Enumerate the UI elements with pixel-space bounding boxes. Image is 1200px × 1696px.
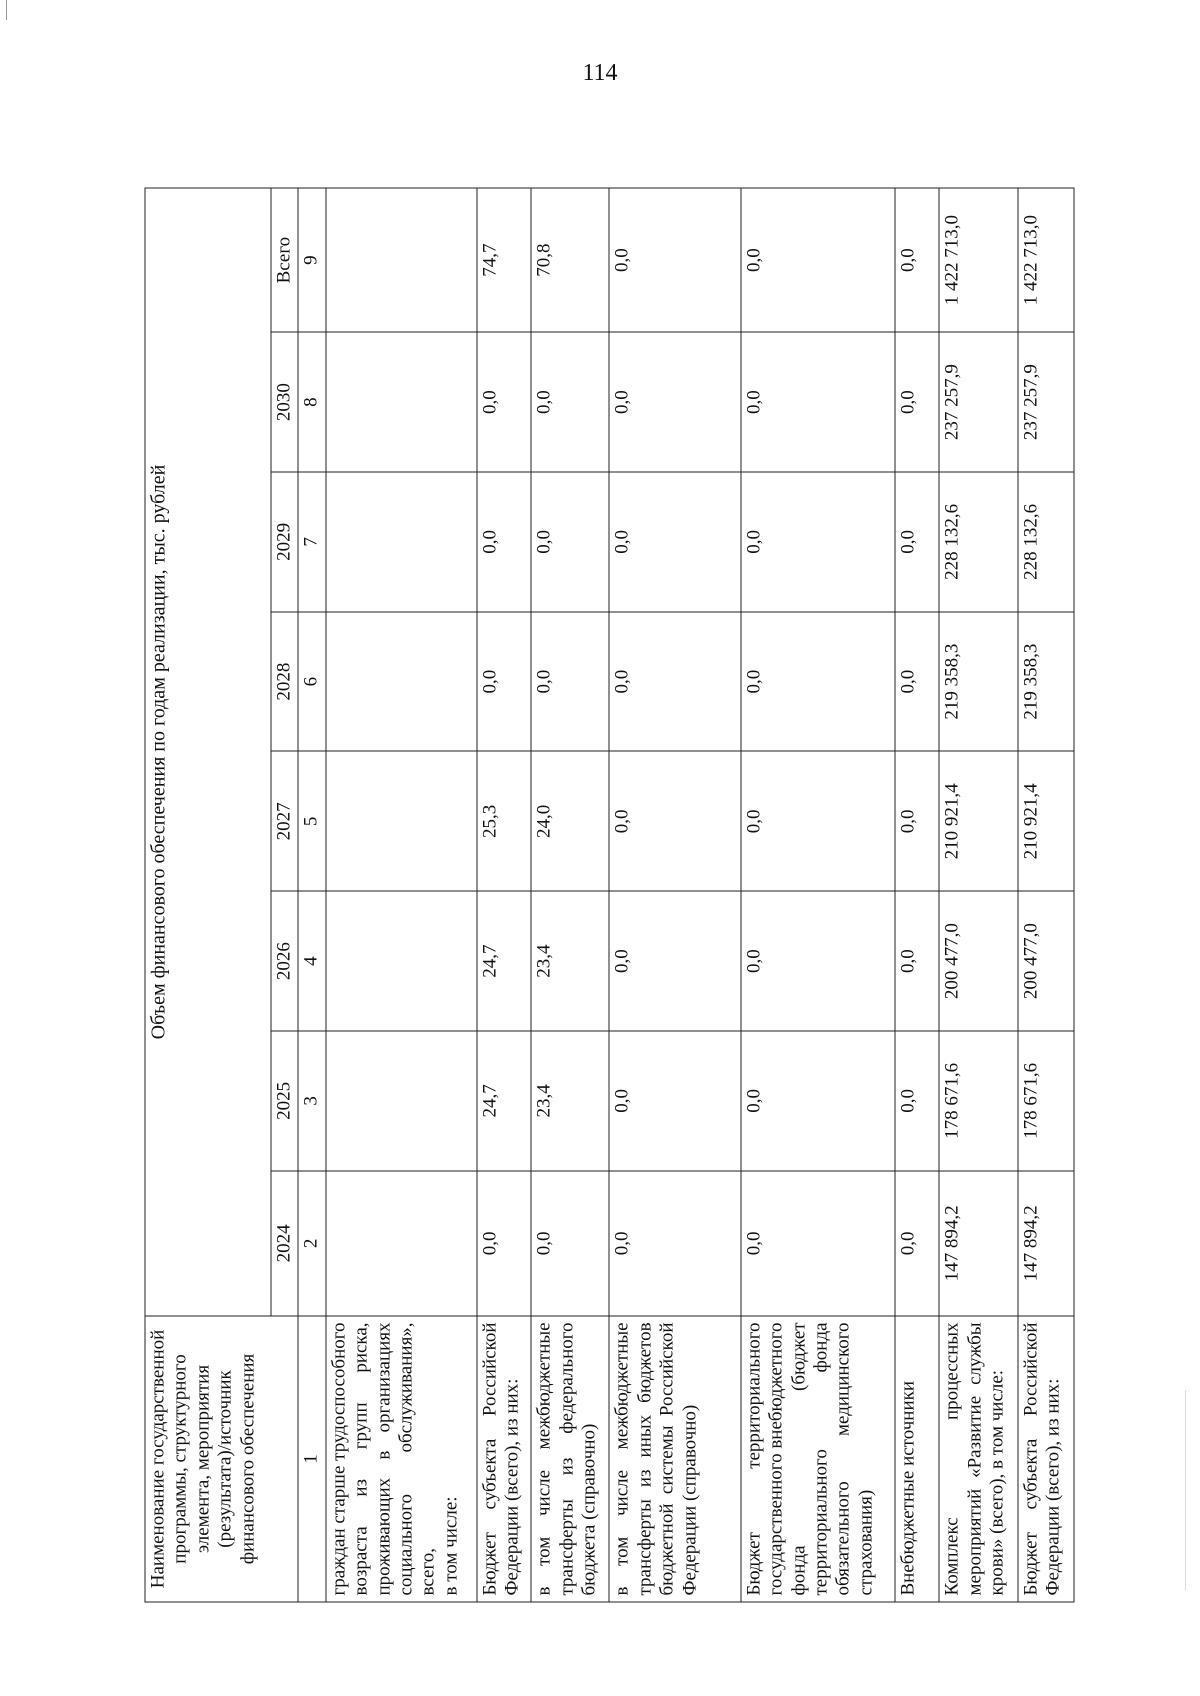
table-cell [326,472,477,612]
table-row [326,188,477,1602]
table-cell: 0,0 [609,1171,740,1316]
header-year: 2025 [271,1031,298,1171]
table-cell: 0,0 [609,751,740,891]
table-cell: 178 671,6 [1018,1031,1074,1171]
table-row [939,188,1017,1602]
table-cell: 0,0 [741,472,895,612]
table-cell [326,332,477,472]
table-cell: 219 358,3 [939,612,1017,752]
table-cell: 0,0 [895,1171,939,1316]
table-cell: 1 422 713,0 [1018,188,1074,332]
financing-table [145,188,1075,1603]
table-cell [326,612,477,752]
row-label: Комплекс процессных мероприятий «Развитие службы крови» (всего), в том числе: [939,1316,1017,1602]
table-cell: 0,0 [531,332,609,472]
table-cell: 147 894,2 [1018,1171,1074,1316]
table-cell: 0,0 [609,1031,740,1171]
table-cell: 23,4 [531,1031,609,1171]
rotated-table-container [145,188,1075,1603]
table-cell: 24,7 [477,1031,531,1171]
table-cell: 0,0 [531,1171,609,1316]
table-cell: 0,0 [609,472,740,612]
table-row [609,188,740,1602]
table-cell: 0,0 [531,472,609,612]
table-cell [326,188,477,332]
table-cell: 219 358,3 [1018,612,1074,752]
column-number: 6 [298,612,325,752]
table-cell: 70,8 [531,188,609,332]
table-cell: 0,0 [477,332,531,472]
header-year: 2030 [271,332,298,472]
table-cell: 0,0 [741,188,895,332]
row-label: Бюджет субъекта Российской Федерации (всего), из них: [1018,1316,1074,1602]
table-cell: 228 132,6 [939,472,1017,612]
table-cell: 237 257,9 [1018,332,1074,472]
column-number: 4 [298,891,325,1031]
table-cell [326,1171,477,1316]
header-year: 2024 [271,1171,298,1316]
table-cell: 0,0 [895,332,939,472]
table-cell: 237 257,9 [939,332,1017,472]
table-cell: 210 921,4 [939,751,1017,891]
table-cell: 0,0 [477,1171,531,1316]
column-number: 2 [298,1171,325,1316]
table-row [1018,188,1074,1602]
header-year: 2029 [271,472,298,612]
header-year: 2028 [271,612,298,752]
table-cell: 0,0 [741,612,895,752]
table-cell [326,751,477,891]
table-cell: 23,4 [531,891,609,1031]
row-label-text: граждан старше трудоспособного возраста из групп риска, проживающих в организациях социального обслуживания», всего, [328,1322,439,1596]
table-cell: 0,0 [609,891,740,1031]
margin-mark [6,0,7,20]
header-year: 2026 [271,891,298,1031]
header-year: 2027 [271,751,298,891]
table-cell: 0,0 [741,1171,895,1316]
table-cell: 0,0 [531,612,609,752]
row-label: Внебюджетные источники [895,1316,939,1602]
table-cell: 147 894,2 [939,1171,1017,1316]
page-number: 114 [582,60,618,86]
column-number: 5 [298,751,325,891]
table-cell: 0,0 [477,612,531,752]
table-cell [326,1031,477,1171]
header-total: Всего [271,188,298,332]
table-cell: 0,0 [895,188,939,332]
table-cell: 25,3 [477,751,531,891]
row-label: Бюджет территориального государственного внебюджетного фонда (бюджет территориального фонда обязательного медицинского страхования) [741,1316,895,1602]
table-cell: 0,0 [477,472,531,612]
row-label: в том числе межбюджетные трансферты из федерального бюджета (справочно) [531,1316,609,1602]
row-label [326,1316,477,1602]
column-number: 9 [298,188,325,332]
table-row [741,188,895,1602]
table-cell: 0,0 [609,188,740,332]
table-cell: 24,7 [477,891,531,1031]
table-cell: 0,0 [895,1031,939,1171]
table-cell: 0,0 [741,751,895,891]
table-cell: 0,0 [895,612,939,752]
table-cell: 0,0 [895,472,939,612]
table-cell: 200 477,0 [1018,891,1074,1031]
column-number: 1 [298,1316,325,1602]
row-label-extra: в том числе: [440,1496,462,1596]
table-cell: 24,0 [531,751,609,891]
table-cell: 210 921,4 [1018,751,1074,891]
table-cell [326,891,477,1031]
table-cell: 200 477,0 [939,891,1017,1031]
table-cell: 1 422 713,0 [939,188,1017,332]
table-cell: 0,0 [609,332,740,472]
column-number: 7 [298,472,325,612]
table-cell: 0,0 [609,612,740,752]
table-cell: 0,0 [741,1031,895,1171]
page-edge-shadow [1185,1390,1186,1590]
table-cell: 0,0 [895,891,939,1031]
table-cell: 0,0 [741,332,895,472]
column-number: 8 [298,332,325,472]
table-cell: 0,0 [895,751,939,891]
row-label: Бюджет субъекта Российской Федерации (всего), из них: [477,1316,531,1602]
column-number: 3 [298,1031,325,1171]
row-label: в том числе межбюджетные трансферты из иных бюджетов бюджетной системы Российской Федерации (справочно) [609,1316,740,1602]
table-cell: 0,0 [741,891,895,1031]
header-volume-group: Объем финансового обеспечения по годам реализации, тыс. рублей [145,188,271,1316]
table-cell: 178 671,6 [939,1031,1017,1171]
table-cell: 228 132,6 [1018,472,1074,612]
table-cell: 74,7 [477,188,531,332]
table-row [531,188,609,1602]
table-row [895,188,939,1602]
header-name-column: Наименование государственной программы, структурного элемента, мероприятия (результата)/источник финансового обеспечения [145,1316,298,1602]
table-row [477,188,531,1602]
